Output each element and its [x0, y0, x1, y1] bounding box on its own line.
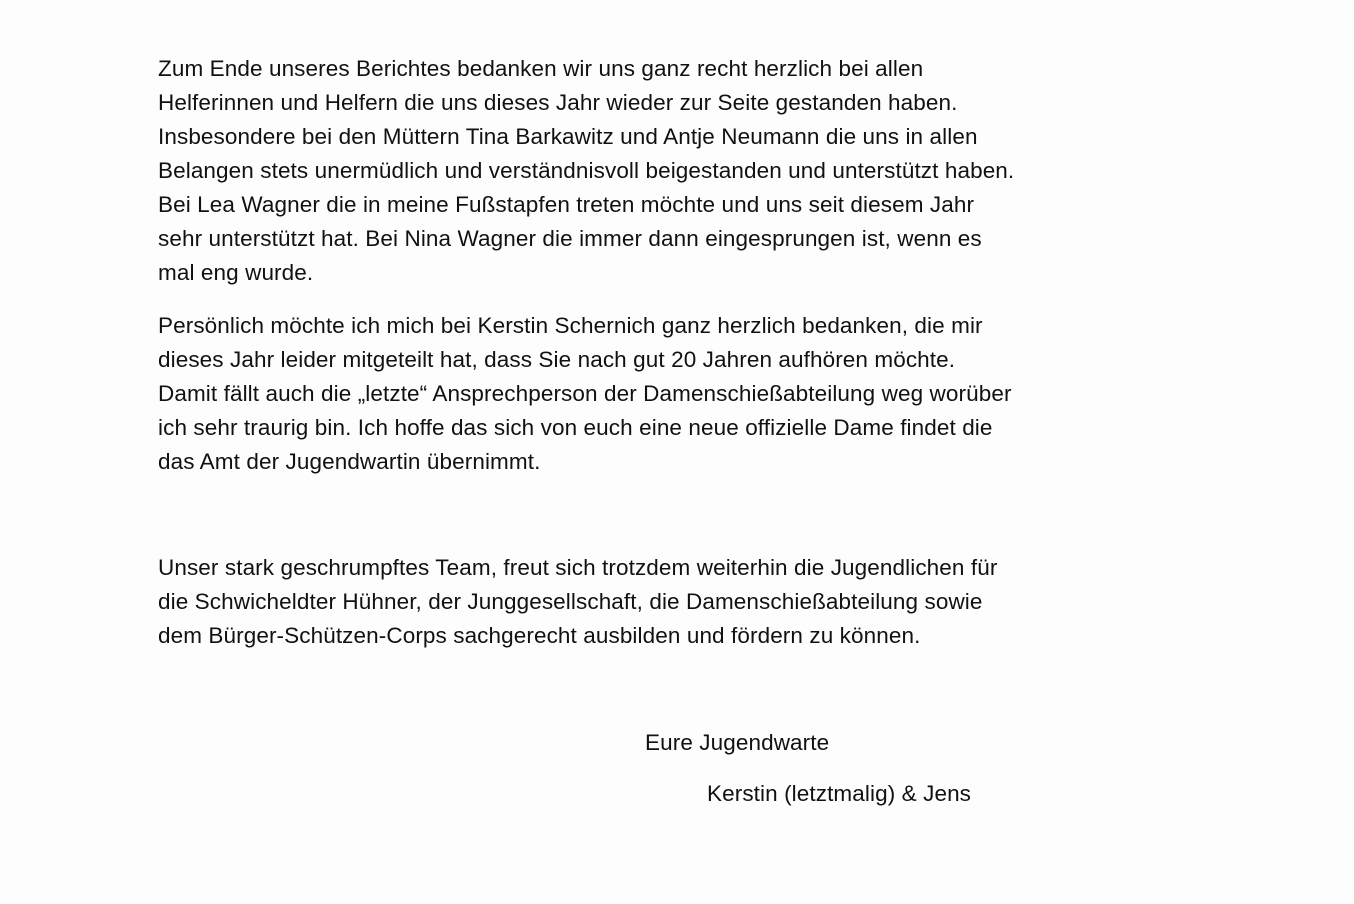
- text-line: Zum Ende unseres Berichtes bedanken wir uns ganz recht herzlich bei allen: [158, 56, 924, 81]
- text-line: dem Bürger-Schützen-Corps sachgerecht ausbilden und fördern zu können.: [158, 623, 921, 648]
- text-line: Belangen stets unermüdlich und verständnisvoll beigestanden und unterstützt haben.: [158, 158, 1015, 183]
- text-line: ich sehr traurig bin. Ich hoffe das sich von euch eine neue offizielle Dame findet die: [158, 415, 993, 440]
- text-line: Insbesondere bei den Müttern Tina Barkawitz und Antje Neumann die uns in allen: [158, 124, 978, 149]
- text-line: das Amt der Jugendwartin übernimmt.: [158, 449, 541, 474]
- text-line: die Schwicheldter Hühner, der Junggesellschaft, die Damenschießabteilung sowie: [158, 589, 983, 614]
- text-line: Bei Lea Wagner die in meine Fußstapfen treten möchte und uns seit diesem Jahr: [158, 192, 975, 217]
- text-line: sehr unterstützt hat. Bei Nina Wagner die immer dann eingesprungen ist, wenn es: [158, 226, 982, 251]
- text-line: mal eng wurde.: [158, 260, 314, 285]
- text-line: Persönlich möchte ich mich bei Kerstin Schernich ganz herzlich bedanken, die mir: [158, 313, 983, 338]
- text-line: dieses Jahr leider mitgeteilt hat, dass Sie nach gut 20 Jahren aufhören möchte.: [158, 347, 956, 372]
- closing-line: Eure Jugendwarte: [645, 730, 830, 755]
- text-line: Damit fällt auch die „letzte“ Ansprechperson der Damenschießabteilung weg worüber: [158, 381, 1012, 406]
- text-line: Unser stark geschrumpftes Team, freut sich trotzdem weiterhin die Jugendlichen für: [158, 555, 998, 580]
- signature-names: Kerstin (letztmalig) & Jens: [707, 781, 972, 806]
- text-line: Helferinnen und Helfern die uns dieses Jahr wieder zur Seite gestanden haben.: [158, 90, 958, 115]
